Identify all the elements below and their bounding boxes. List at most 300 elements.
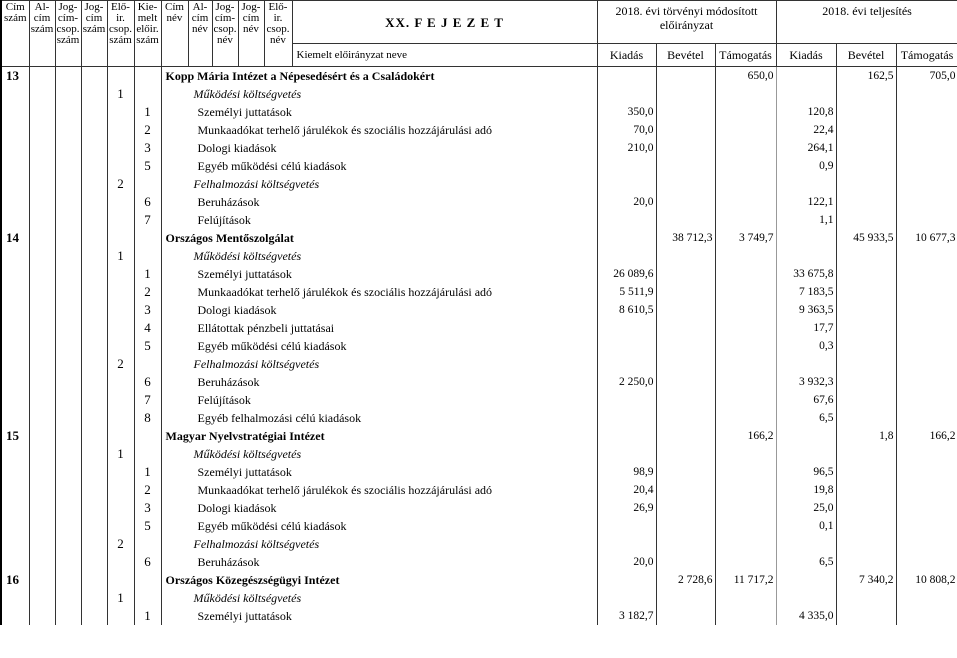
bevetel-1-cell xyxy=(656,337,715,355)
tamogatas-1-cell xyxy=(715,499,776,517)
kiemelt-szam-cell: 3 xyxy=(134,139,161,157)
tamogatas-1-cell: 11 717,2 xyxy=(715,571,776,589)
item-name-cell: Személyi juttatások xyxy=(161,607,597,625)
alcim-szam-cell xyxy=(29,175,55,193)
cim-szam-cell xyxy=(1,193,29,211)
item-name-cell: Egyéb működési célú kiadások xyxy=(161,337,597,355)
jogcim-szam-cell xyxy=(81,373,107,391)
jogcim-szam-cell xyxy=(81,121,107,139)
cim-szam-cell xyxy=(1,463,29,481)
tamogatas-1-cell xyxy=(715,211,776,229)
tamogatas-1-cell: 3 749,7 xyxy=(715,229,776,247)
jogcim-szam-cell xyxy=(81,607,107,625)
eloircsop-szam-cell xyxy=(107,319,134,337)
jogcim-szam-cell xyxy=(81,517,107,535)
alcim-szam-cell xyxy=(29,67,55,86)
kiemelt-szam-cell xyxy=(134,445,161,463)
tamogatas-2-cell xyxy=(896,517,957,535)
bevetel-2-cell xyxy=(836,301,896,319)
table-row xyxy=(1,103,957,121)
kiadas-1-cell xyxy=(597,589,656,607)
jogcim-szam-cell xyxy=(81,265,107,283)
kiemelt-szam-cell: 7 xyxy=(134,211,161,229)
cim-szam-cell: 14 xyxy=(1,229,29,247)
kiemelt-szam-cell: 3 xyxy=(134,499,161,517)
tamogatas-2-cell xyxy=(896,391,957,409)
item-name-cell: Kopp Mária Intézet a Népesedésért és a Családokért xyxy=(161,67,597,86)
item-name-cell: Dologi kiadások xyxy=(161,499,597,517)
jogcimcsop-szam-cell xyxy=(55,607,81,625)
table-row xyxy=(1,517,957,535)
bevetel-2-cell xyxy=(836,247,896,265)
bevetel-2-cell: 45 933,5 xyxy=(836,229,896,247)
table-row xyxy=(1,211,957,229)
item-name-cell: Felhalmozási költségvetés xyxy=(161,175,597,193)
table-row xyxy=(1,553,957,571)
bevetel-2-cell xyxy=(836,193,896,211)
eloircsop-szam-cell xyxy=(107,463,134,481)
jogcim-szam-cell xyxy=(81,175,107,193)
eloircsop-szam-cell xyxy=(107,283,134,301)
kiadas-2-cell xyxy=(776,175,836,193)
bevetel-2-cell xyxy=(836,283,896,301)
eloircsop-szam-cell xyxy=(107,409,134,427)
tamogatas-1-cell xyxy=(715,481,776,499)
kiadas-2-cell: 122,1 xyxy=(776,193,836,211)
jogcimcsop-szam-cell xyxy=(55,157,81,175)
item-name-cell: Működési költségvetés xyxy=(161,247,597,265)
alcim-szam-cell xyxy=(29,229,55,247)
col-kiadas-1: Kiadás xyxy=(597,44,656,67)
table-row xyxy=(1,319,957,337)
bevetel-2-cell xyxy=(836,499,896,517)
kiadas-2-cell: 22,4 xyxy=(776,121,836,139)
bevetel-1-cell xyxy=(656,445,715,463)
kiemelt-szam-cell xyxy=(134,571,161,589)
bevetel-1-cell xyxy=(656,139,715,157)
tamogatas-2-cell xyxy=(896,553,957,571)
eloircsop-szam-cell xyxy=(107,157,134,175)
alcim-szam-cell xyxy=(29,301,55,319)
kiemelt-szam-cell: 6 xyxy=(134,553,161,571)
table-row xyxy=(1,139,957,157)
jogcim-szam-cell xyxy=(81,445,107,463)
jogcimcsop-szam-cell xyxy=(55,265,81,283)
item-name-cell: Munkaadókat terhelő járulékok és szociális hozzájárulási adó xyxy=(161,283,597,301)
alcim-szam-cell xyxy=(29,463,55,481)
alcim-szam-cell xyxy=(29,211,55,229)
cim-szam-cell: 15 xyxy=(1,427,29,445)
kiemelt-szam-cell: 1 xyxy=(134,265,161,283)
jogcim-szam-cell xyxy=(81,157,107,175)
tamogatas-2-cell xyxy=(896,445,957,463)
tamogatas-1-cell xyxy=(715,607,776,625)
table-row xyxy=(1,373,957,391)
kiadas-1-cell xyxy=(597,445,656,463)
bevetel-1-cell xyxy=(656,85,715,103)
tamogatas-2-cell xyxy=(896,193,957,211)
bevetel-2-cell: 162,5 xyxy=(836,67,896,86)
group-row xyxy=(1,589,957,607)
table-row xyxy=(1,157,957,175)
kiadas-2-cell: 7 183,5 xyxy=(776,283,836,301)
eloircsop-szam-cell xyxy=(107,229,134,247)
eloircsop-szam-cell xyxy=(107,67,134,86)
eloircsop-szam-cell: 1 xyxy=(107,85,134,103)
item-name-cell: Felújítások xyxy=(161,211,597,229)
group-row xyxy=(1,85,957,103)
kiemelt-szam-cell: 5 xyxy=(134,337,161,355)
alcim-szam-cell xyxy=(29,319,55,337)
bevetel-2-cell xyxy=(836,445,896,463)
jogcim-szam-cell xyxy=(81,247,107,265)
tamogatas-1-cell xyxy=(715,391,776,409)
tamogatas-2-cell xyxy=(896,373,957,391)
tamogatas-1-cell xyxy=(715,409,776,427)
alcim-szam-cell xyxy=(29,535,55,553)
alcim-szam-cell xyxy=(29,427,55,445)
jogcimcsop-szam-cell xyxy=(55,301,81,319)
tamogatas-1-cell xyxy=(715,373,776,391)
cim-szam-cell xyxy=(1,121,29,139)
tamogatas-1-cell xyxy=(715,139,776,157)
tamogatas-2-cell xyxy=(896,409,957,427)
tamogatas-1-cell xyxy=(715,283,776,301)
tamogatas-2-cell: 10 677,3 xyxy=(896,229,957,247)
bevetel-1-cell xyxy=(656,283,715,301)
eloircsop-szam-cell xyxy=(107,607,134,625)
jogcim-szam-cell xyxy=(81,193,107,211)
kiadas-2-cell: 17,7 xyxy=(776,319,836,337)
kiadas-1-cell: 26,9 xyxy=(597,499,656,517)
kiadas-1-cell xyxy=(597,409,656,427)
tamogatas-1-cell xyxy=(715,265,776,283)
kiadas-2-cell: 96,5 xyxy=(776,463,836,481)
table-row xyxy=(1,193,957,211)
alcim-szam-cell xyxy=(29,193,55,211)
tamogatas-2-cell xyxy=(896,337,957,355)
jogcim-szam-cell xyxy=(81,139,107,157)
kiadas-1-cell xyxy=(597,229,656,247)
jogcim-szam-cell xyxy=(81,481,107,499)
jogcimcsop-szam-cell xyxy=(55,409,81,427)
kiadas-1-cell xyxy=(597,319,656,337)
jogcimcsop-szam-cell xyxy=(55,571,81,589)
jogcimcsop-szam-cell xyxy=(55,337,81,355)
bevetel-2-cell xyxy=(836,85,896,103)
jogcim-szam-cell xyxy=(81,535,107,553)
cim-szam-cell xyxy=(1,391,29,409)
bevetel-2-cell xyxy=(836,121,896,139)
jogcimcsop-szam-cell xyxy=(55,373,81,391)
kiadas-1-cell xyxy=(597,175,656,193)
col-jogcimcsop-szam: Jog-cím-csop. szám xyxy=(55,1,81,67)
alcim-szam-cell xyxy=(29,499,55,517)
jogcimcsop-szam-cell xyxy=(55,229,81,247)
cim-szam-cell xyxy=(1,553,29,571)
bevetel-1-cell xyxy=(656,409,715,427)
bevetel-2-cell xyxy=(836,157,896,175)
kiadas-2-cell xyxy=(776,247,836,265)
cim-szam-cell xyxy=(1,481,29,499)
cim-szam-cell xyxy=(1,247,29,265)
kiemelt-szam-cell: 6 xyxy=(134,373,161,391)
kiadas-2-cell xyxy=(776,67,836,86)
cim-szam-cell xyxy=(1,139,29,157)
col-cim-szam: Cím szám xyxy=(1,1,29,67)
item-name-cell: Személyi juttatások xyxy=(161,265,597,283)
jogcim-szam-cell xyxy=(81,553,107,571)
tamogatas-1-cell xyxy=(715,319,776,337)
kiadas-2-cell: 67,6 xyxy=(776,391,836,409)
bevetel-1-cell xyxy=(656,175,715,193)
cim-szam-cell xyxy=(1,373,29,391)
item-name-cell: Országos Mentőszolgálat xyxy=(161,229,597,247)
item-name-cell: Felújítások xyxy=(161,391,597,409)
eloircsop-szam-cell xyxy=(107,499,134,517)
alcim-szam-cell xyxy=(29,589,55,607)
tamogatas-2-cell: 10 808,2 xyxy=(896,571,957,589)
jogcimcsop-szam-cell xyxy=(55,391,81,409)
table-row xyxy=(1,409,957,427)
chapter-row xyxy=(1,229,957,247)
tamogatas-1-cell xyxy=(715,589,776,607)
bevetel-1-cell xyxy=(656,391,715,409)
kiadas-2-cell: 9 363,5 xyxy=(776,301,836,319)
bevetel-2-cell xyxy=(836,517,896,535)
kiadas-2-cell: 1,1 xyxy=(776,211,836,229)
bevetel-1-cell xyxy=(656,427,715,445)
jogcimcsop-szam-cell xyxy=(55,103,81,121)
tamogatas-1-cell xyxy=(715,553,776,571)
jogcim-szam-cell xyxy=(81,463,107,481)
kiadas-2-cell: 4 335,0 xyxy=(776,607,836,625)
eloircsop-szam-cell xyxy=(107,427,134,445)
cim-szam-cell xyxy=(1,103,29,121)
bevetel-2-cell: 7 340,2 xyxy=(836,571,896,589)
bevetel-1-cell: 2 728,6 xyxy=(656,571,715,589)
group-performance: 2018. évi teljesítés xyxy=(776,1,957,44)
jogcimcsop-szam-cell xyxy=(55,193,81,211)
col-bevetel-2: Bevétel xyxy=(836,44,896,67)
kiadas-2-cell: 25,0 xyxy=(776,499,836,517)
chapter-row xyxy=(1,427,957,445)
bevetel-1-cell xyxy=(656,553,715,571)
kiemelt-szam-cell: 5 xyxy=(134,517,161,535)
bevetel-2-cell xyxy=(836,355,896,373)
kiadas-1-cell: 20,4 xyxy=(597,481,656,499)
tamogatas-1-cell xyxy=(715,535,776,553)
col-jogcim-szam: Jog-cím szám xyxy=(81,1,107,67)
cim-szam-cell xyxy=(1,283,29,301)
jogcim-szam-cell xyxy=(81,301,107,319)
eloircsop-szam-cell xyxy=(107,337,134,355)
tamogatas-1-cell xyxy=(715,445,776,463)
kiemelt-szam-cell xyxy=(134,535,161,553)
kiadas-2-cell: 0,3 xyxy=(776,337,836,355)
jogcim-szam-cell xyxy=(81,427,107,445)
alcim-szam-cell xyxy=(29,85,55,103)
bevetel-2-cell xyxy=(836,409,896,427)
bevetel-2-cell xyxy=(836,103,896,121)
item-name-cell: Felhalmozási költségvetés xyxy=(161,355,597,373)
jogcimcsop-szam-cell xyxy=(55,175,81,193)
jogcim-szam-cell xyxy=(81,211,107,229)
kiadas-2-cell: 0,1 xyxy=(776,517,836,535)
cim-szam-cell xyxy=(1,301,29,319)
bevetel-1-cell xyxy=(656,499,715,517)
cim-szam-cell xyxy=(1,589,29,607)
tamogatas-2-cell xyxy=(896,499,957,517)
item-name-cell: Felhalmozási költségvetés xyxy=(161,535,597,553)
kiadas-2-cell: 3 932,3 xyxy=(776,373,836,391)
cim-szam-cell xyxy=(1,85,29,103)
tamogatas-1-cell: 650,0 xyxy=(715,67,776,86)
kiemelt-szam-cell: 1 xyxy=(134,463,161,481)
bevetel-1-cell xyxy=(656,157,715,175)
col-alcim-nev: Al-cím név xyxy=(188,1,212,67)
item-name-cell: Dologi kiadások xyxy=(161,301,597,319)
kiadas-2-cell: 33 675,8 xyxy=(776,265,836,283)
tamogatas-1-cell xyxy=(715,121,776,139)
kiadas-1-cell: 5 511,9 xyxy=(597,283,656,301)
tamogatas-2-cell: 705,0 xyxy=(896,67,957,86)
kiadas-1-cell: 26 089,6 xyxy=(597,265,656,283)
bevetel-1-cell xyxy=(656,481,715,499)
item-name-cell: Beruházások xyxy=(161,193,597,211)
cim-szam-cell xyxy=(1,211,29,229)
table-row xyxy=(1,607,957,625)
kiadas-2-cell: 0,9 xyxy=(776,157,836,175)
tamogatas-1-cell xyxy=(715,157,776,175)
kiadas-1-cell: 3 182,7 xyxy=(597,607,656,625)
kiemelt-szam-cell: 1 xyxy=(134,607,161,625)
item-name-cell: Beruházások xyxy=(161,373,597,391)
table-row xyxy=(1,283,957,301)
kiadas-2-cell xyxy=(776,535,836,553)
eloircsop-szam-cell: 1 xyxy=(107,247,134,265)
table-row xyxy=(1,499,957,517)
tamogatas-1-cell: 166,2 xyxy=(715,427,776,445)
jogcim-szam-cell xyxy=(81,391,107,409)
cim-szam-cell xyxy=(1,535,29,553)
eloircsop-szam-cell xyxy=(107,571,134,589)
bevetel-1-cell xyxy=(656,589,715,607)
kiemelt-szam-cell xyxy=(134,247,161,265)
jogcim-szam-cell xyxy=(81,571,107,589)
kiadas-2-cell xyxy=(776,571,836,589)
tamogatas-2-cell xyxy=(896,157,957,175)
cim-szam-cell xyxy=(1,175,29,193)
bevetel-2-cell xyxy=(836,175,896,193)
item-name-cell: Magyar Nyelvstratégiai Intézet xyxy=(161,427,597,445)
jogcimcsop-szam-cell xyxy=(55,499,81,517)
bevetel-1-cell xyxy=(656,211,715,229)
tamogatas-2-cell xyxy=(896,103,957,121)
item-name-cell: Személyi juttatások xyxy=(161,463,597,481)
tamogatas-2-cell xyxy=(896,607,957,625)
jogcim-szam-cell xyxy=(81,355,107,373)
table-row xyxy=(1,481,957,499)
tamogatas-1-cell xyxy=(715,247,776,265)
kiadas-1-cell xyxy=(597,211,656,229)
alcim-szam-cell xyxy=(29,373,55,391)
kiadas-1-cell xyxy=(597,517,656,535)
kiadas-1-cell: 2 250,0 xyxy=(597,373,656,391)
bevetel-2-cell xyxy=(836,553,896,571)
jogcim-szam-cell xyxy=(81,409,107,427)
alcim-szam-cell xyxy=(29,355,55,373)
tamogatas-2-cell xyxy=(896,265,957,283)
kiemelt-szam-cell xyxy=(134,67,161,86)
eloircsop-szam-cell xyxy=(107,121,134,139)
bevetel-2-cell xyxy=(836,607,896,625)
tamogatas-2-cell xyxy=(896,175,957,193)
tamogatas-2-cell xyxy=(896,211,957,229)
bevetel-1-cell xyxy=(656,373,715,391)
jogcimcsop-szam-cell xyxy=(55,481,81,499)
cim-szam-cell xyxy=(1,499,29,517)
eloircsop-szam-cell xyxy=(107,517,134,535)
item-name-cell: Működési költségvetés xyxy=(161,589,597,607)
eloircsop-szam-cell: 2 xyxy=(107,535,134,553)
col-tamogatas-2: Támogatás xyxy=(896,44,957,67)
item-name-cell: Munkaadókat terhelő járulékok és szociális hozzájárulási adó xyxy=(161,121,597,139)
tamogatas-1-cell xyxy=(715,175,776,193)
kiadas-2-cell: 19,8 xyxy=(776,481,836,499)
col-bevetel-1: Bevétel xyxy=(656,44,715,67)
item-name-cell: Beruházások xyxy=(161,553,597,571)
kiemelt-szam-cell: 2 xyxy=(134,283,161,301)
tamogatas-1-cell xyxy=(715,355,776,373)
eloircsop-szam-cell xyxy=(107,391,134,409)
bevetel-2-cell xyxy=(836,481,896,499)
bevetel-2-cell xyxy=(836,391,896,409)
jogcim-szam-cell xyxy=(81,589,107,607)
tamogatas-2-cell xyxy=(896,283,957,301)
jogcimcsop-szam-cell xyxy=(55,121,81,139)
bevetel-1-cell xyxy=(656,121,715,139)
kiemelt-szam-cell: 5 xyxy=(134,157,161,175)
alcim-szam-cell xyxy=(29,157,55,175)
tamogatas-2-cell xyxy=(896,589,957,607)
cim-szam-cell xyxy=(1,355,29,373)
kiemelt-szam-cell xyxy=(134,85,161,103)
kiadas-1-cell: 20,0 xyxy=(597,193,656,211)
tamogatas-2-cell xyxy=(896,319,957,337)
chapter-row xyxy=(1,67,957,86)
alcim-szam-cell xyxy=(29,391,55,409)
cim-szam-cell: 13 xyxy=(1,67,29,86)
cim-szam-cell xyxy=(1,409,29,427)
kiemelt-szam-cell: 8 xyxy=(134,409,161,427)
eloircsop-szam-cell xyxy=(107,103,134,121)
alcim-szam-cell xyxy=(29,247,55,265)
cim-szam-cell: 16 xyxy=(1,571,29,589)
eloircsop-szam-cell xyxy=(107,301,134,319)
jogcimcsop-szam-cell xyxy=(55,67,81,86)
kiadas-1-cell: 350,0 xyxy=(597,103,656,121)
alcim-szam-cell xyxy=(29,139,55,157)
jogcimcsop-szam-cell xyxy=(55,139,81,157)
item-name-cell: Dologi kiadások xyxy=(161,139,597,157)
group-row xyxy=(1,247,957,265)
eloircsop-szam-cell: 1 xyxy=(107,445,134,463)
jogcimcsop-szam-cell xyxy=(55,553,81,571)
alcim-szam-cell xyxy=(29,409,55,427)
col-kiemelt-nev: Kiemelt előirányzat neve xyxy=(292,44,597,67)
tamogatas-1-cell xyxy=(715,103,776,121)
